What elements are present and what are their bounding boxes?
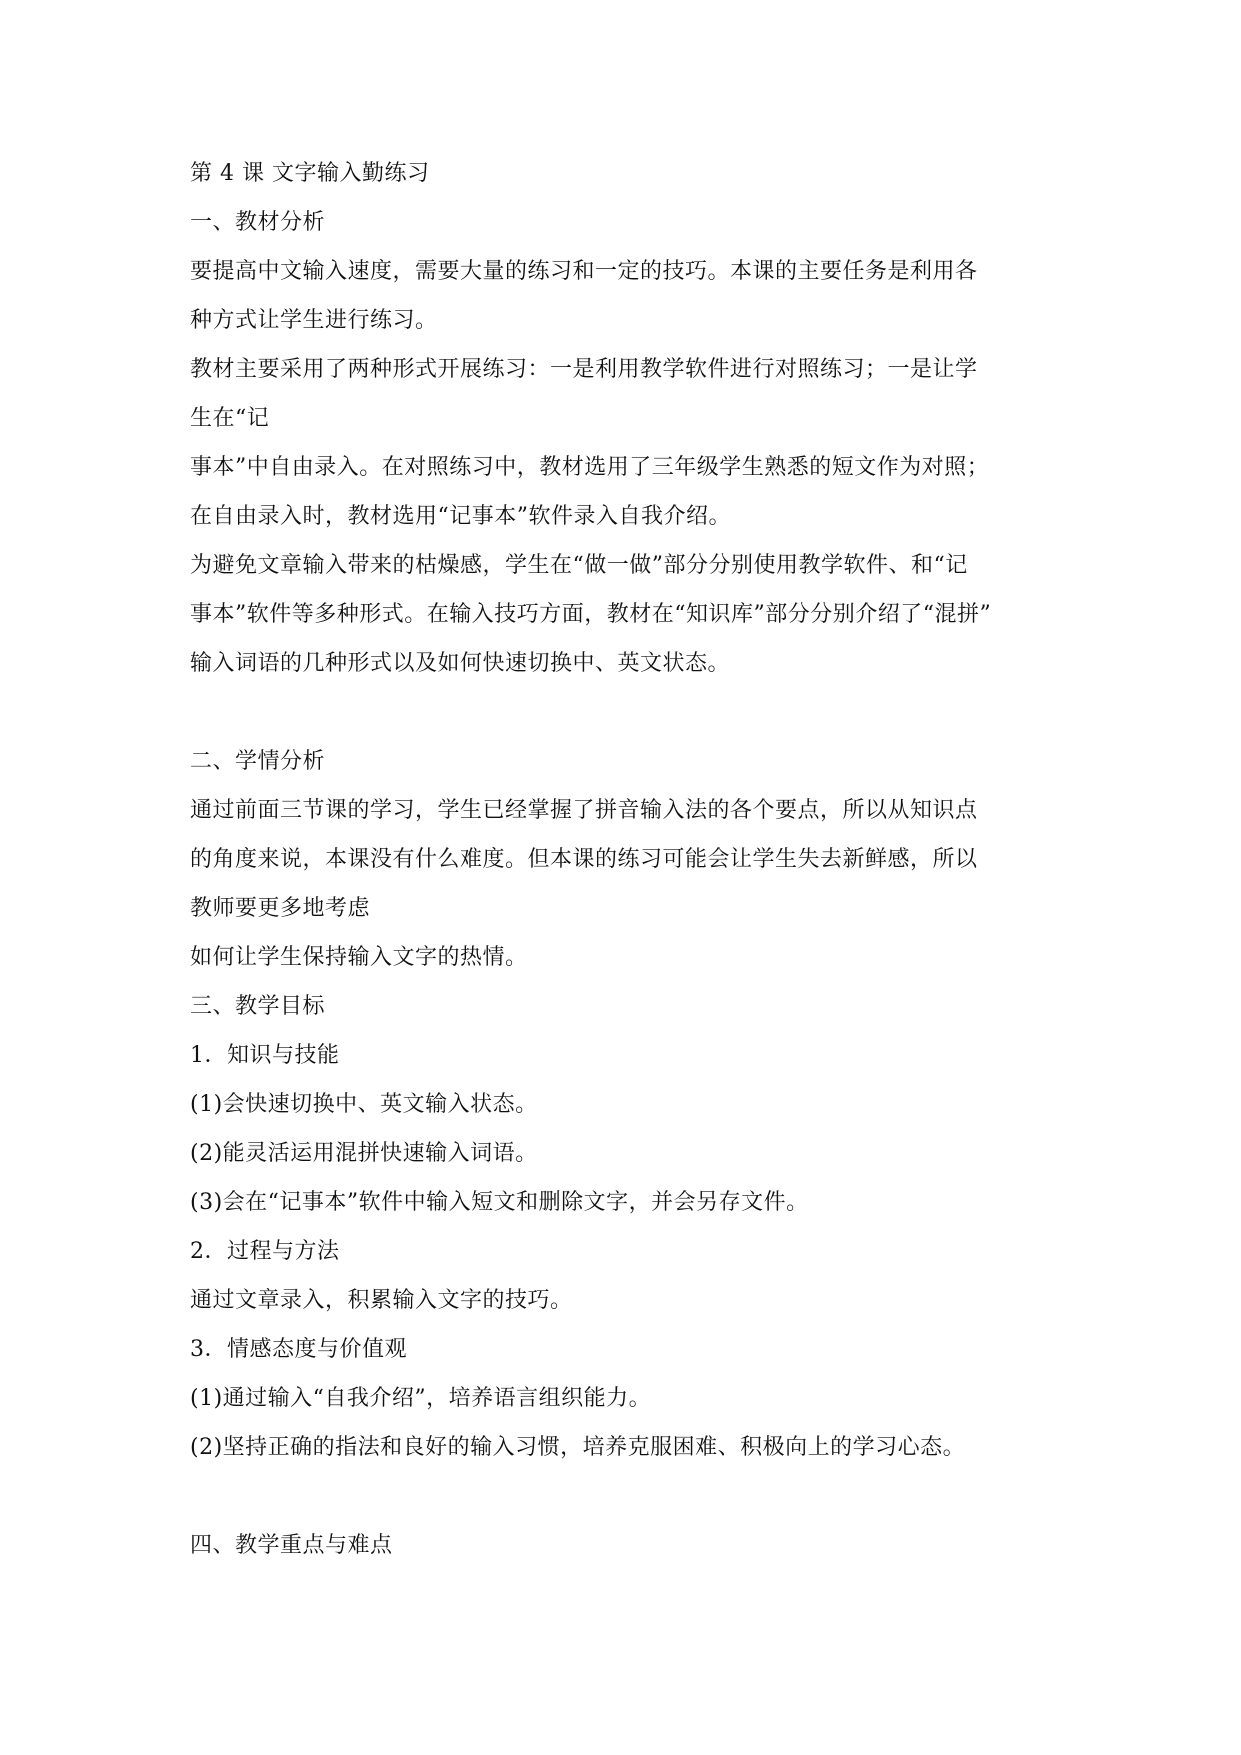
paragraph-line: 在自由录入时，教材选用“记事本”软件录入自我介绍。 — [190, 504, 731, 529]
paragraph-line: 输入词语的几种形式以及如何快速切换中、英文状态。 — [190, 651, 731, 676]
paragraph-line: 通过前面三节课的学习，学生已经掌握了拼音输入法的各个要点，所以从知识点 — [190, 798, 978, 823]
section-heading: 一、教材分析 — [190, 210, 326, 235]
paragraph-line: 教师要更多地考虑 — [190, 896, 371, 921]
lesson-title: 第 4 课 文字输入勤练习 — [190, 161, 430, 186]
paragraph-line: 如何让学生保持输入文字的热情。 — [190, 945, 528, 970]
list-item: (2)能灵活运用混拼快速输入词语。 — [190, 1141, 538, 1166]
paragraph-line: 要提高中文输入速度，需要大量的练习和一定的技巧。本课的主要任务是利用各 — [190, 259, 978, 284]
list-item: (1)通过输入“自我介绍”，培养语言组织能力。 — [190, 1386, 652, 1411]
paragraph-line: 生在“记 — [190, 406, 270, 431]
paragraph-line: 的角度来说，本课没有什么难度。但本课的练习可能会让学生失去新鲜感，所以 — [190, 847, 978, 872]
section-heading: 三、教学目标 — [190, 994, 326, 1019]
paragraph-line: 教材主要采用了两种形式开展练习：一是利用教学软件进行对照练习；一是让学 — [190, 357, 978, 382]
list-item: (2)坚持正确的指法和良好的输入习惯，培养克服困难、积极向上的学习心态。 — [190, 1435, 966, 1460]
section-heading: 二、学情分析 — [190, 749, 326, 774]
paragraph-line: 事本”软件等多种形式。在输入技巧方面，教材在“知识库”部分分别介绍了“混拼” — [190, 602, 992, 627]
list-item: (3)会在“记事本”软件中输入短文和删除文字，并会另存文件。 — [190, 1190, 809, 1215]
paragraph-line: 通过文章录入，积累输入文字的技巧。 — [190, 1288, 573, 1313]
subheading: 1．知识与技能 — [190, 1043, 340, 1068]
paragraph-line: 种方式让学生进行练习。 — [190, 308, 438, 333]
paragraph-line: 事本”中自由录入。在对照练习中，教材选用了三年级学生熟悉的短文作为对照； — [190, 455, 990, 480]
list-item: (1)会快速切换中、英文输入状态。 — [190, 1092, 538, 1117]
paragraph-line: 为避免文章输入带来的枯燥感，学生在“做一做”部分分别使用教学软件、和“记 — [190, 553, 968, 578]
subheading: 2．过程与方法 — [190, 1239, 340, 1264]
subheading: 3．情感态度与价值观 — [190, 1337, 407, 1362]
section-heading: 四、教学重点与难点 — [190, 1533, 393, 1558]
